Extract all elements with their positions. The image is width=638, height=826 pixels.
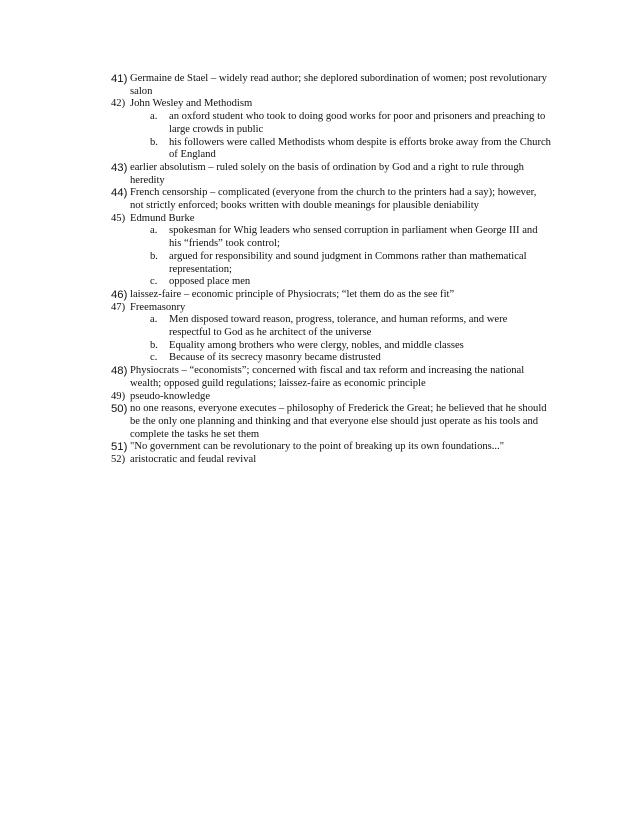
sub-item-45a: [111, 225, 551, 250]
item-text: "No government can be revolutionary to the point of breaking up its own foundations...": [130, 441, 505, 453]
item-text: Freemasonry: [130, 301, 186, 313]
item-text: Germaine de Stael – widely read author; she deplored subordination of women; post revolutionary salon: [130, 73, 547, 97]
sub-item-text: Men disposed toward reason, progress, tolerance, and human reforms, and were respectful to God as he architect of the universe: [169, 314, 508, 339]
list-item-49: [111, 391, 551, 404]
list-item-51: [111, 441, 551, 454]
item-text: aristocratic and feudal revival: [130, 454, 257, 466]
item-number: 47): [111, 301, 126, 313]
sub-item-text: spokesman for Whig leaders who sensed corruption in parliament when George III and his “friends” took control;: [169, 225, 538, 250]
item-text: John Wesley and Methodism: [130, 98, 253, 110]
item-text: laissez-faire – economic principle of Physiocrats; “let them do as the see fit”: [130, 288, 455, 300]
item-number: 50): [111, 403, 128, 416]
sub-item-letter: a.: [150, 225, 158, 237]
item-number: 41): [111, 73, 128, 85]
sub-item-text: an oxford student who took to doing good works for poor and prisoners and preaching to large crowds in public: [169, 111, 546, 135]
item-number: 42): [111, 98, 126, 110]
list-item-44: [111, 187, 551, 212]
list-item-46: [111, 289, 551, 302]
sub-item-45b: [111, 251, 551, 276]
sub-item-47a: [111, 314, 551, 339]
item-number: 51): [111, 441, 128, 454]
sub-item-letter: b.: [150, 136, 158, 148]
sub-item-text: argued for responsibility and sound judgment in Commons rather than mathematical representation;: [169, 250, 527, 275]
sub-item-42b: [111, 137, 551, 162]
list-item-45: [111, 213, 551, 226]
list-item-52: [111, 454, 551, 467]
item-number: 45): [111, 212, 126, 224]
item-number: 49): [111, 390, 126, 402]
sub-item-text: Because of its secrecy masonry became distrusted: [169, 352, 381, 364]
sub-item-text: opposed place men: [169, 276, 251, 288]
item-text: Edmund Burke: [130, 212, 195, 224]
item-text: pseudo-knowledge: [130, 390, 211, 402]
item-number: 44): [111, 187, 128, 200]
item-text: French censorship – complicated (everyone from the church to the printers had a say); however, not strictly enforced; books written with double meanings for plausible deniability: [130, 187, 537, 212]
sub-item-letter: a.: [150, 111, 158, 123]
list-item-41: [111, 73, 551, 98]
sub-item-text: his followers were called Methodists whom despite is efforts broke away from the Church of England: [169, 136, 551, 161]
item-text: earlier absolutism – ruled solely on the basis of ordination by God and a right to rule through heredity: [130, 161, 524, 186]
sub-item-text: Equality among brothers who were clergy, nobles, and middle classes: [169, 339, 464, 351]
sub-item-42a: [111, 111, 551, 136]
list-item-47: [111, 302, 551, 315]
numbered-notes-list: [111, 73, 551, 467]
list-item-50: [111, 403, 551, 441]
sub-item-letter: b.: [150, 250, 158, 262]
sub-item-letter: c.: [150, 352, 158, 364]
item-text: Physiocrats – “economists”; concerned with fiscal and tax reform and increasing the national wealth; opposed guild regulations; laissez-faire as economic principle: [130, 365, 525, 389]
item-number: 46): [111, 288, 128, 301]
sub-item-45c: [111, 276, 551, 289]
list-item-48: [111, 365, 551, 390]
item-number: 52): [111, 454, 126, 466]
item-number: 43): [111, 161, 128, 174]
item-text: no one reasons, everyone executes – philosophy of Frederick the Great; he believed that he should be the only one planning and thinking and that everyone else should just operate as his tools and complete the tasks he set them: [130, 403, 547, 440]
list-item-43: [111, 162, 551, 187]
list-item-42: [111, 98, 551, 111]
sub-item-47b: [111, 340, 551, 353]
sub-item-letter: c.: [150, 276, 158, 288]
sub-item-letter: b.: [150, 339, 158, 351]
item-number: 48): [111, 365, 128, 378]
sub-item-47c: [111, 352, 551, 365]
sub-item-letter: a.: [150, 314, 158, 326]
